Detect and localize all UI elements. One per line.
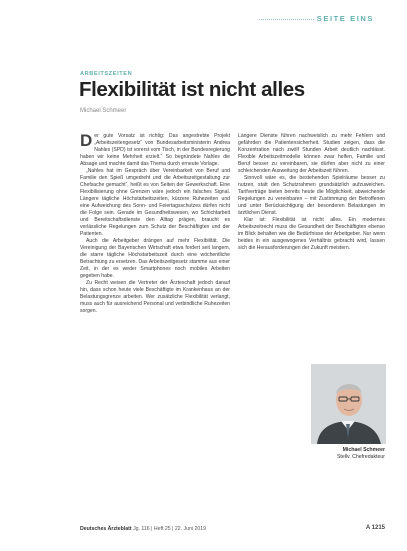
paragraph: „Nahles hat im Gespräch über Vereinbarkeit von Beruf und Familie den Spieß umgedreht und die Arbeitszeitgestaltung zur Chefsache gemacht“, heißt es von Seiten der Gewerkschaft. Eine Flexibilisierung ohne Grenzen wäre jedoch ein falsches Signal. Längere tägliche Höchstarbeitszeiten, kürzere Ruhezeiten und eine Aufweichung des Sonn- und Feiertagsschutzes dürfen nicht die Folge sein. Gerade im Gesundheitswesen, wo Schichtarbeit und Bereitschaftsdienste den Alltag prägen, braucht es verlässliche Regelungen zum Schutz der Beschäftigten und der Patienten. [80, 168, 230, 238]
article-column-right [238, 133, 385, 252]
article-kicker: ARBEITSZEITEN [80, 71, 133, 77]
paragraph: Der gute Vorsatz ist richtig: Das angestrebte Projekt „Arbeitszeitengesetz“ von Bundesarbeitsministerin Andrea Nahles (SPD) ist vorerst vom Tisch, in der Bundesregierung haben wir keine Mehrheit erzielt.“ So begründete Nahles die Absage und machte damit das Thema durch erneute Vorlage. [80, 131, 230, 168]
section-label: SEITE EINS [314, 14, 374, 23]
drop-cap: D [80, 131, 93, 150]
paragraph: Sinnvoll wäre es, die bestehenden Spielräume besser zu nutzen, statt den Schutzrahmen grundsätzlich aufzuweichen. Tarifverträge bieten bereits heute die Möglichkeit, abweichende Regelungen zu vereinbaren – mit Zustimmung der Betroffenen und unter Berücksichtigung der besonderen Belastungen im ärztlichen Dienst. [238, 175, 385, 217]
page-number: A 1215 [365, 525, 385, 531]
caption-role: Stellv. Chefredakteur [336, 454, 385, 460]
footer-issue: Jg. 116 | Heft 25 | 22. Juni 2019 [133, 526, 207, 532]
article-author: Michael Schmeer [80, 108, 127, 114]
paragraph: Klar ist: Flexibilität ist nicht alles. Ein modernes Arbeitszeitrecht muss die Gesundheit der Beschäftigten ebenso im Blick behalten wie die Bedürfnisse der Arbeitgeber. Nur wenn beides in ein ausgewogenes Verhältnis gebracht wird, lassen sich die Herausforderungen der Zukunft meistern. [238, 217, 385, 252]
footer-journal: Deutsches Ärzteblatt [80, 526, 132, 532]
article-column-left [80, 133, 230, 315]
article-headline: Flexibilität ist nicht alles [79, 78, 305, 101]
author-portrait [311, 364, 386, 444]
paragraph: Auch die Arbeitgeber drängen auf mehr Flexibilität. Die Vereinigung der Bayerischen Wirtschaft etwa fordert seit langem, die starre tägliche Höchstarbeitszeit durch eine wöchentliche Betrachtung zu ersetzen. Das Arbeitszeitgesetz stamme aus einer Zeit, in der es weder Smartphones noch mobiles Arbeiten gegeben habe. [80, 238, 230, 280]
portrait-illustration [311, 364, 386, 444]
paragraph: Zu Recht weisen die Vertreter der Ärzteschaft jedoch darauf hin, dass schon heute viele Beschäftigte im Krankenhaus an der Belastungsgrenze arbeiten. Wer zusätzliche Flexibilität verlangt, muss auch für ausreichend Personal und verbindliche Ruhezeiten sorgen. [80, 280, 230, 315]
paragraph: Längere Dienste führen nachweislich zu mehr Fehlern und gefährden die Patientensicherheit. Studien zeigen, dass die Konzentration nach zwölf Stunden Arbeit deutlich nachlässt. Flexible Arbeitszeitmodelle können zwar helfen, Familie und Beruf besser zu vereinbaren, sie dürfen aber nicht zu einer schleichenden Ausweitung der Arbeitszeit führen. [238, 133, 385, 175]
footer-citation [80, 526, 206, 532]
photo-caption [337, 447, 385, 461]
caption-name: Michael Schmeer [342, 447, 385, 453]
